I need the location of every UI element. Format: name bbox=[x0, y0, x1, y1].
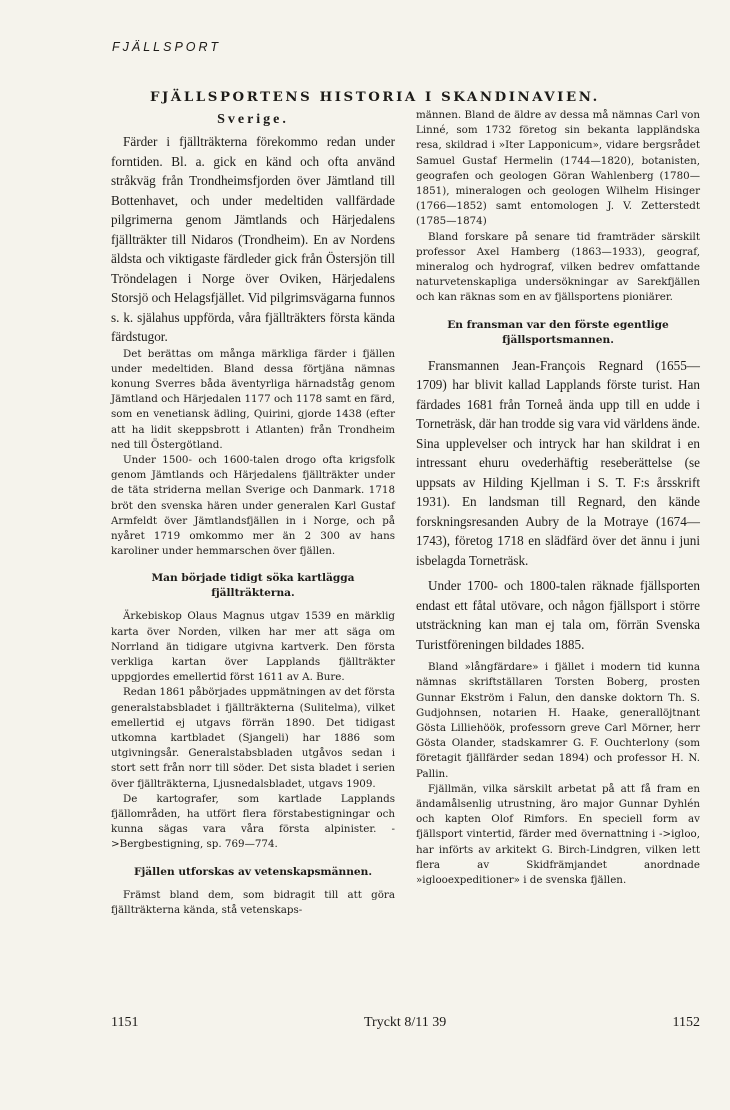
paragraph: Bland »långfärdare» i fjället i modern tid kunna nämnas skriftställaren Torsten Boberg, prosten Gunnar Ekström i Falun, den danske doktorn Th. S. Gudjohnsen, notarien H. Haake, generallöjtnant Gösta Lilliehöök, professorn greve Carl Mörner, herr Gösta Olander, stadskamrer G. F. Ouchterlony (som företagit fjällfärder sedan 1894) och professor H. N. Pallin. bbox=[416, 661, 700, 780]
section-heading-sverige: Sverige. bbox=[217, 112, 289, 127]
paragraph: Under 1500- och 1600-talen drogo ofta krigsfolk genom Jämtlands och Härjedalens fjällträkter under de täta striderna mellan Sverige och Danmark. 1718 bröt den svenska hären under generalen Karl Gustaf Armfeldt över Jämtlandsfjällen in i Norge, och på nyåret 1719 omkommo mer än 2 300 av hans karoliner under hemmarschen över fjällen. bbox=[111, 453, 395, 558]
section-heading-vetenskapsman: Fjällen utforskas av vetenskapsmännen. bbox=[133, 865, 373, 878]
paragraph: Under 1700- och 1800-talen räknade fjällsporten endast ett fåtal utövare, och någon fjällsport i större utsträckning kan man ej tala om, förrän Svenska Turistföreningen bildades 1885. bbox=[416, 578, 700, 652]
paragraph: männen. Bland de äldre av dessa må nämnas Carl von Linné, som 1732 företog sin bekanta lappländska resa, skildrad i »Iter Lapponicum», vidare bergsrådet Samuel Gustaf Hermelin (1744—1820), botanisten, geografen och geologen Göran Wahlenberg (1780—1851), mineralogen och geologen Wilhelm Hisinger (1766—1852) samt entomologen J. V. Zetterstedt (1785—1874) bbox=[416, 109, 700, 228]
paragraph: Bland forskare på senare tid framträder särskilt professor Axel Hamberg (1863—1933), geograf, mineralog och hydrograf, vilken bedrev omfattande naturvetenskapliga undersökningar av Sarekfjällen och kan räknas som en av fjällsportens pioniärer. bbox=[416, 230, 700, 304]
paragraph: Färder i fjällträkterna förekommo redan under forntiden. Bl. a. gick en känd och ofta använd stråkväg från Trondheimsfjorden över Jämtland till Bottenhavet, och under medeltiden vallfärdade pilgrimerna genom Jämtlands och Härjedalens fjällträkter till Nidaros (Trondheim). En av Nordens äldsta och viktigaste färdleder gick från Östersjön till Tröndelagen i Norge över Oviken, Härjedalens Storsjö och Helagsfjället. Vid pilgrimsvägarna funnos s. k. själahus uppförda, våra fjällträkters första kända färdstugor. bbox=[111, 134, 395, 344]
paragraph: Ärkebiskop Olaus Magnus utgav 1539 en märklig karta över Norden, vilken har mer att säga om Norrland än tidigare utgivna kartverk. Den första verkliga kartan över Lapplands fjällträkter uppgjordes emellertid först 1611 av A. Bure. bbox=[111, 610, 395, 684]
paragraph: Fjällmän, vilka särskilt arbetat på att få fram en ändamålsenlig utrustning, äro major Gunnar Dyhlén och kapten Olof Rimfors. En speciell form av fjällsport vintertid, färder med övernattning i ->igloo, har införts av arkitekt G. Birch-Lindgren, vilken lett flera av Skidfrämjandet anordnade »iglooexpeditioner» i de svenska fjällen. bbox=[416, 782, 700, 886]
page-number-left: 1151 bbox=[111, 1015, 139, 1030]
article-title: FJÄLLSPORTENS HISTORIA I SKANDINAVIEN. bbox=[150, 90, 600, 105]
paragraph: De kartografer, som kartlade Lapplands fjällområden, ha utfört flera förstabestigningar och kunna sägas vara våra första alpinister. ->Bergbestigning, sp. 769—774. bbox=[111, 792, 395, 851]
section-heading-kartlaggning: Man började tidigt söka kartlägga fjällträkterna. bbox=[151, 572, 355, 600]
page-number-right: 1152 bbox=[672, 1015, 700, 1030]
section-heading-fransman: En fransman var den förste egentlige fjällsportsmannen. bbox=[447, 318, 669, 346]
running-head: FJÄLLSPORT bbox=[112, 40, 221, 54]
paragraph: Fransmannen Jean-François Regnard (1655—1709) har blivit kallad Lapplands förste turist. Han färdades 1681 från Torneå ända upp till en udde i Torneträsk, där han trodde sig vara vid världens ände. Sina upplevelser och intryck har han skildrat i en intressant ehuru ovederhäftig reseberättelse (se uppsats av Hilding Kjellman i S. T. F:s årsskrift 1931). En landsman till Regnard, den kände forskningsresanden Aubry de la Motraye (1674—1743), företog 1718 en slädfärd över det ännu i juni isbelagda Torneträsk. bbox=[416, 357, 700, 568]
paragraph: Det berättas om många märkliga färder i fjällen under medeltiden. Bland dessa förtjäna nämnas konung Sverres båda äventyrliga härnadståg genom Jämtland och Härjedalen 1177 och 1178 samt en färd, som en venetiansk ädling, Quirini, gjorde 1438 (efter att ha lidit skeppsbrott i Atlanten) från Trondheim ned till Östergötland. bbox=[111, 347, 395, 451]
right-column bbox=[416, 108, 700, 888]
paragraph: Främst bland dem, som bidragit till att göra fjällträkterna kända, stå vetenskaps- bbox=[111, 888, 395, 916]
print-mark: Tryckt 8/11 39 bbox=[364, 1015, 447, 1030]
paragraph: Redan 1861 påbörjades uppmätningen av det första generalstabsbladet i fjällträkterna (Sulitelma), vilket emellertid ej utgavs förrän 1890. Det tidigast utkomna kartbladet (Sjangeli) har 1886 som utgivningsår. Generalstabsbladen utgåvos sedan i stort sett från norr till söder. Det sista bladet i serien över fjällträkterna, Ljusnedalsbladet, utgavs 1909. bbox=[111, 686, 395, 790]
left-column bbox=[111, 112, 395, 918]
